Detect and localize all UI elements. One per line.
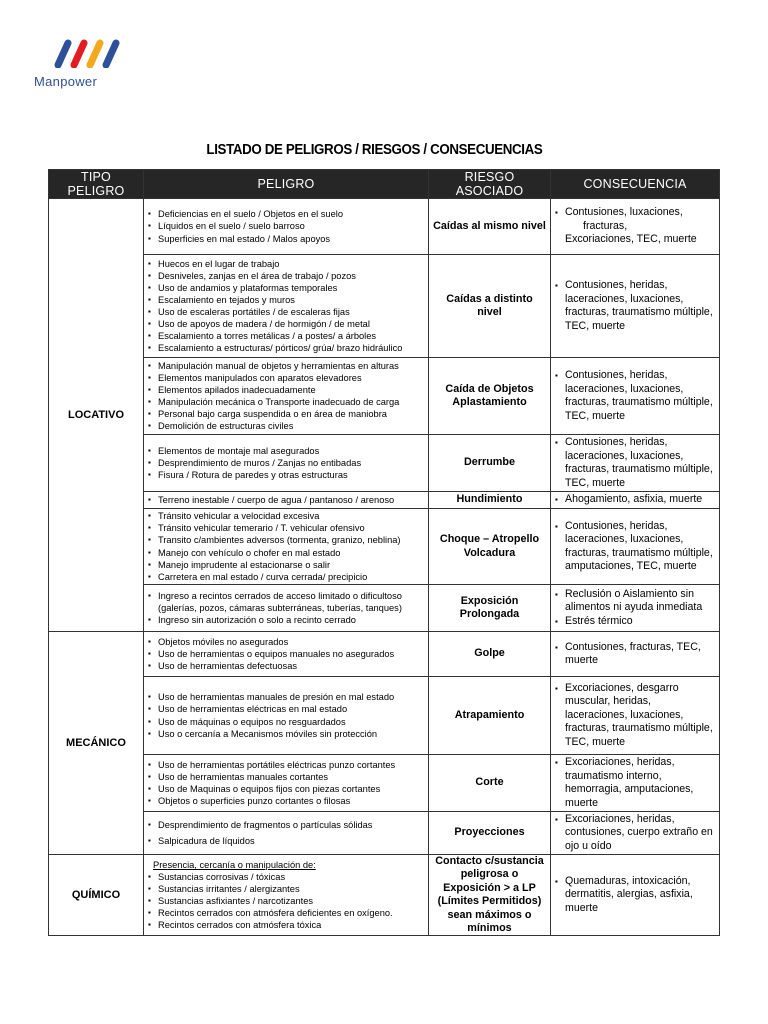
tipo-mecanico: MECÁNICO: [49, 632, 144, 855]
tipo-locativo: LOCATIVO: [49, 199, 144, 632]
list-item: ▪ Uso de herramientas defectuosas: [148, 660, 424, 672]
table-row: [49, 677, 720, 755]
list-item: ▪ Manipulación mecánica o Transporte inadecuado de carga: [148, 396, 424, 408]
tipo-quimico: QUÍMICO: [49, 855, 144, 936]
manpower-mark-icon: [52, 38, 132, 68]
table-row: [49, 492, 720, 509]
list-item: ▪ Uso de apoyos de madera / de hormigón / de metal: [148, 318, 424, 330]
list-item: ▪ Deficiencias en el suelo / Objetos en el suelo: [148, 208, 424, 220]
list-item: ▪ Contusiones, heridas, laceraciones, luxaciones, fracturas, traumatismo múltiple, TEC, muerte: [555, 369, 715, 423]
list-item: ▪ Sustancias irritantes / alergizantes: [148, 883, 424, 895]
peligro-cell: [144, 492, 429, 509]
list-item: ▪ Carretera en mal estado / curva cerrada/ precipicio: [148, 571, 424, 583]
list-item: ▪ Objetos móviles no asegurados: [148, 636, 424, 648]
list-item: ▪ Quemaduras, intoxicación, dermatitis, alergias, asfixia, muerte: [555, 875, 715, 916]
consecuencia-cell: [551, 492, 720, 509]
list-item: ▪ Uso de herramientas o equipos manuales no asegurados: [148, 648, 424, 660]
list-item: ▪ Escalamiento a torres metálicas / a postes/ a árboles: [148, 330, 424, 342]
list-item: ▪ Uso de andamios y plataformas temporales: [148, 282, 424, 294]
consecuencia-cell: [551, 755, 720, 812]
list-item: ▪ Uso de máquinas o equipos no resguardados: [148, 716, 424, 728]
table-row: [49, 812, 720, 855]
list-item: ▪ Estrés térmico: [555, 615, 715, 629]
peligro-cell: [144, 358, 429, 435]
list-item: ▪ Contusiones, heridas, laceraciones, luxaciones, fracturas, traumatismo múltiple, TEC, muerte: [555, 279, 715, 333]
list-item: ▪ Excoriaciones, desgarro muscular, heridas, laceraciones, luxaciones, fracturas, traumatismo múltiple, TEC, muerte: [555, 682, 715, 750]
table-row: [49, 358, 720, 435]
list-item: ▪ Uso de Maquinas o equipos fijos con piezas cortantes: [148, 783, 424, 795]
peligro-cell: [144, 509, 429, 585]
consecuencia-cell: [551, 855, 720, 936]
table-row: [49, 755, 720, 812]
list-item: ▪ Ahogamiento, asfixia, muerte: [555, 493, 715, 507]
list-item: ▪ Excoriaciones, heridas, traumatismo interno, hemorragia, amputaciones, muerte: [555, 756, 715, 810]
list-item: ▪ Desprendimiento de muros / Zanjas no entibadas: [148, 457, 424, 469]
table-row: [49, 585, 720, 632]
table-header-row: [49, 170, 720, 199]
list-item: ▪ Demolición de estructuras civiles: [148, 420, 424, 432]
table-row: [49, 255, 720, 358]
list-item: ▪ Escalamiento a estructuras/ pórticos/ grúa/ brazo hidráulico: [148, 342, 424, 354]
list-item: ▪ Manejo imprudente al estacionarse o salir: [148, 559, 424, 571]
list-item: ▪ Contusiones, luxaciones, fracturas, Excoriaciones, TEC, muerte: [555, 206, 715, 247]
list-item: ▪ Recintos cerrados con atmósfera tóxica: [148, 919, 424, 931]
list-item: ▪ Elementos apilados inadecuadamente: [148, 384, 424, 396]
list-item: ▪ Uso de herramientas manuales cortantes: [148, 771, 424, 783]
peligro-cell: [144, 855, 429, 936]
consecuencia-cell: [551, 255, 720, 358]
consecuencia-cell: [551, 677, 720, 755]
table-row: [49, 199, 720, 255]
peligro-intro: Presencia, cercanía o manipulación de:: [153, 859, 316, 870]
riesgo-cell: Atrapamiento: [429, 677, 551, 755]
riesgo-cell: Choque – Atropello Volcadura: [429, 509, 551, 585]
riesgo-cell: Caídas a distinto nivel: [429, 255, 551, 358]
document-title: LISTADO DE PELIGROS / RIESGOS / CONSECUENCIAS: [206, 142, 543, 158]
peligro-cell: [144, 199, 429, 255]
list-item: ▪ Elementos manipulados con aparatos elevadores: [148, 372, 424, 384]
riesgo-cell: Contacto c/sustancia peligrosa o Exposición > a LP (Límites Permitidos) sean máximos o mínimos: [429, 855, 551, 936]
riesgo-cell: Corte: [429, 755, 551, 812]
list-item: ▪ Excoriaciones, heridas, contusiones, cuerpo extraño en ojo u oído: [555, 813, 715, 854]
consecuencia-cell: [551, 199, 720, 255]
list-item: ▪ Recintos cerrados con atmósfera deficientes en oxígeno.: [148, 907, 424, 919]
header-riesgo-asociado: RIESGO ASOCIADO: [429, 170, 551, 199]
list-item: ▪ Uso o cercanía a Mecanismos móviles sin protección: [148, 728, 424, 740]
riesgo-cell: Caída de Objetos Aplastamiento: [429, 358, 551, 435]
list-item: ▪ Manejo con vehículo o chofer en mal estado: [148, 547, 424, 559]
riesgo-cell: Hundimiento: [429, 492, 551, 509]
list-item: ▪ Uso de escaleras portátiles / de escaleras fijas: [148, 306, 424, 318]
consecuencia-cell: [551, 632, 720, 677]
list-item: ▪ Transito c/ambientes adversos (tormenta, granizo, neblina): [148, 534, 424, 546]
riesgo-cell: Proyecciones: [429, 812, 551, 855]
list-item: ▪ Líquidos en el suelo / suelo barroso: [148, 220, 424, 232]
table-row: [49, 632, 720, 677]
list-item: ▪ Fisura / Rotura de paredes y otras estructuras: [148, 469, 424, 481]
list-item: ▪ Desniveles, zanjas en el área de trabajo / pozos: [148, 270, 424, 282]
peligro-cell: [144, 585, 429, 632]
list-item: ▪ Contusiones, heridas, laceraciones, luxaciones, fracturas, traumatismo múltiple, amputaciones, TEC, muerte: [555, 520, 715, 574]
list-item: ▪ Manipulación manual de objetos y herramientas en alturas: [148, 360, 424, 372]
list-item: ▪ Huecos en el lugar de trabajo: [148, 258, 424, 270]
riesgo-cell: Exposición Prolongada: [429, 585, 551, 632]
header-tipo-peligro: TIPO PELIGRO: [49, 170, 144, 199]
list-item: ▪ Tránsito vehicular temerario / T. vehicular ofensivo: [148, 522, 424, 534]
brand-name: Manpower: [34, 74, 98, 89]
list-item: ▪ Reclusión o Aislamiento sin alimentos ni ayuda inmediata: [555, 588, 715, 615]
peligro-cell: [144, 632, 429, 677]
list-item: ▪ Contusiones, fracturas, TEC, muerte: [555, 641, 715, 668]
consecuencia-cell: [551, 435, 720, 492]
hazards-table: [48, 169, 720, 936]
list-item: ▪ Uso de herramientas manuales de presión en mal estado: [148, 691, 424, 703]
list-item: ▪ Objetos o superficies punzo cortantes o filosas: [148, 795, 424, 807]
consecuencia-cell: [551, 812, 720, 855]
list-item: ▪ Sustancias asfixiantes / narcotizantes: [148, 895, 424, 907]
list-item: ▪ Elementos de montaje mal asegurados: [148, 445, 424, 457]
list-item: ▪ Desprendimiento de fragmentos o partículas sólidas: [148, 819, 424, 831]
riesgo-cell: Caídas al mismo nivel: [429, 199, 551, 255]
peligro-cell: [144, 812, 429, 855]
consecuencia-cell: [551, 585, 720, 632]
riesgo-cell: Derrumbe: [429, 435, 551, 492]
list-item: ▪ Escalamiento en tejados y muros: [148, 294, 424, 306]
peligro-cell: [144, 435, 429, 492]
list-item: ▪ Salpicadura de líquidos: [148, 835, 424, 847]
list-item: ▪ Ingreso a recintos cerrados de acceso limitado o dificultoso (galerías, pozos, cámaras subterráneas, tuberías, tanques): [148, 590, 424, 614]
header-peligro: PELIGRO: [144, 170, 429, 199]
list-item: ▪ Uso de herramientas eléctricas en mal estado: [148, 703, 424, 715]
list-item: ▪ Contusiones, heridas, laceraciones, luxaciones, fracturas, traumatismo múltiple, TEC, muerte: [555, 436, 715, 490]
manpower-logo: [34, 38, 144, 90]
list-item: ▪ Sustancias corrosivas / tóxicas: [148, 871, 424, 883]
peligro-cell: [144, 677, 429, 755]
list-item: ▪ Uso de herramientas portátiles eléctricas punzo cortantes: [148, 759, 424, 771]
list-item: ▪ Ingreso sin autorización o solo a recinto cerrado: [148, 614, 424, 626]
list-item: ▪ Personal bajo carga suspendida o en área de maniobra: [148, 408, 424, 420]
consecuencia-cell: [551, 509, 720, 585]
table-row: [49, 435, 720, 492]
table-row: [49, 855, 720, 936]
list-item: ▪ Tránsito vehicular a velocidad excesiva: [148, 510, 424, 522]
table-row: [49, 509, 720, 585]
list-item: ▪ Terreno inestable / cuerpo de agua / pantanoso / arenoso: [148, 494, 424, 506]
peligro-cell: [144, 755, 429, 812]
consecuencia-cell: [551, 358, 720, 435]
peligro-cell: [144, 255, 429, 358]
list-item: ▪ Superficies en mal estado / Malos apoyos: [148, 233, 424, 245]
riesgo-cell: Golpe: [429, 632, 551, 677]
header-consecuencia: CONSECUENCIA: [551, 170, 720, 199]
